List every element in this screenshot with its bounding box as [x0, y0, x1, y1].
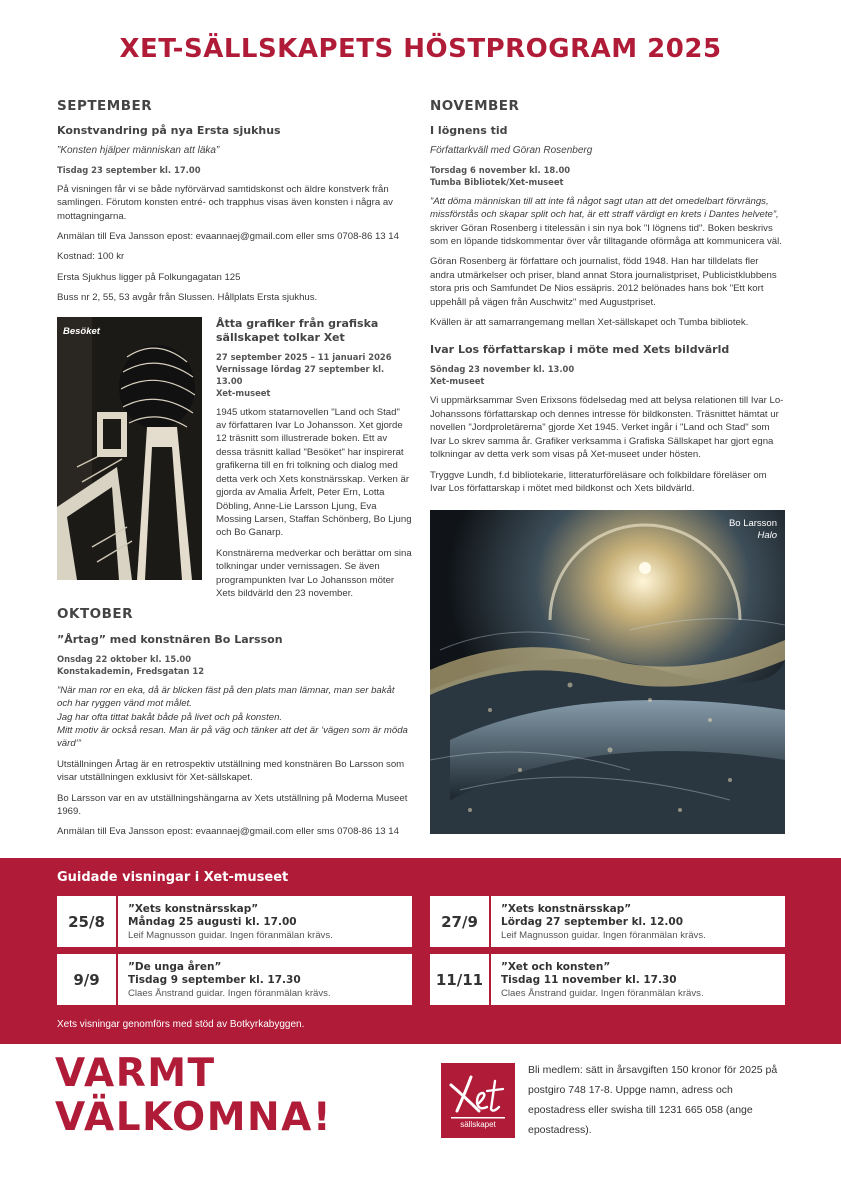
- tour-guide: Leif Magnusson guidar. Ingen föranmälan krävs.: [501, 930, 706, 941]
- tour-card: [57, 954, 412, 1005]
- image-caption: Besöket: [63, 325, 100, 337]
- event-description: På visningen får vi se både nyförvärvad samtidskonst och äldre konstverk från samlingen. Förutom konsten entré- och trapphus visas även konsten i några av mottagningarna.: [57, 183, 393, 222]
- cost-info: Kostnad: 100 kr: [57, 251, 125, 263]
- tour-date: 25/8: [57, 896, 118, 947]
- artwork-title: Halo: [757, 530, 777, 542]
- tour-time: Lördag 27 september kl. 12.00: [501, 916, 684, 928]
- sponsor-note: Xets visningar genomförs med stöd av Botkyrkabyggen.: [57, 1019, 305, 1030]
- event-description: Vi uppmärksammar Sven Erixsons födelsedag med att belysa relationen till Ivar Lo-Johanssons författarskap och dennes intresse för bildkonsten. Träsnittet hämtat ur novellen "Jordproletärerna" gjorde Xet 1945. Verket ingår i "Land och Stad" som Ivar Lo skrev samma år. Grafiker verksamma i Grafiska Sällskapet har gjort egna tolkningar av detta verk som visas på Xet-museet under hösten.: [430, 395, 784, 461]
- painting-artwork: [430, 510, 785, 834]
- woodcut-artwork: [57, 317, 202, 580]
- event-organizer: Kvällen är att samarrangemang mellan Xet-sällskapet och Tumba bibliotek.: [430, 317, 749, 329]
- event-description: Utställningen Årtag är en retrospektiv utställning med konstnären Bo Larsson som visar utställningen exklusivt för Xet-sällskapet.: [57, 758, 405, 784]
- event-date: Onsdag 22 oktober kl. 15.00: [57, 653, 192, 664]
- event-title: I lögnens tid: [430, 124, 508, 138]
- tour-card: [57, 896, 412, 947]
- event-subtitle: ”Konsten hjälper människan att läka”: [57, 145, 220, 157]
- tour-card: [430, 896, 785, 947]
- quote-line: Jag har ofta tittat bakåt både på livet och på konsten.: [57, 711, 283, 723]
- event-place: Konstakademin, Fredsgatan 12: [57, 665, 205, 676]
- tour-guide: Leif Magnusson guidar. Ingen föranmälan krävs.: [128, 930, 333, 941]
- event-title: Åtta grafiker från grafiska sällskapet tolkar Xet: [216, 316, 379, 344]
- quote-line: Mitt motiv är också resan. Man är på väg och tänker att det är ’vägen som är möda värd’”: [57, 724, 408, 750]
- event-title: Konstvandring på nya Ersta sjukhus: [57, 124, 281, 138]
- tour-date: 11/11: [430, 954, 491, 1005]
- event-description: Konstnärerna medverkar och berättar om sina tolkningar under vernissagen. Se även programpunkten Ivar Lo Johansson möter Xets bildvärld den 23 november.: [216, 547, 412, 599]
- book-quote: ”Att döma människan till att inte få något sagt utan att det omedelbart förvrängs, missförstås och skapar split och hat, är ett straff värdigt en krets i Dantes helvete”,: [430, 195, 779, 221]
- registration-info: Anmälan till Eva Jansson epost: evaannaej@gmail.com eller sms 0708-86 13 14: [57, 231, 399, 243]
- image-caption: [729, 518, 777, 542]
- event-date: Söndag 23 november kl. 13.00: [430, 364, 575, 375]
- logo-subtext: sällskapet: [460, 1120, 496, 1129]
- artist-name: Bo Larsson: [728, 518, 777, 530]
- event-date-range: 27 september 2025 – 11 januari 2026: [216, 351, 392, 362]
- page-title: XET-SÄLLSKAPETS HÖSTPROGRAM 2025: [119, 34, 722, 64]
- tour-title: ”Xet och konsten”: [501, 961, 611, 973]
- tour-time: Måndag 25 augusti kl. 17.00: [128, 916, 297, 928]
- tour-guide: Claes Ånstrand guidar. Ingen föranmälan krävs.: [501, 988, 704, 999]
- xet-logo: [441, 1063, 515, 1138]
- tour-date: 9/9: [57, 954, 118, 1005]
- right-column: [430, 100, 785, 834]
- event-title: Ivar Los författarskap i möte med Xets bildvärld: [430, 343, 730, 357]
- event-place: Xet-museet: [430, 376, 485, 387]
- event-title: ”Årtag” med konstnären Bo Larsson: [57, 632, 283, 646]
- quote-line: ”När man ror en eka, då är blicken fäst på den plats man lämnar, man ser bakåt och har ryggen vänd mot målet.: [57, 684, 395, 710]
- welcome-line: VÄLKOMNA!: [55, 1095, 333, 1140]
- tour-title: ”Xets konstnärsskap”: [128, 903, 259, 915]
- tour-time: Tisdag 11 november kl. 17.30: [501, 974, 677, 986]
- location-info: Ersta Sjukhus ligger på Folkungagatan 125: [57, 271, 241, 283]
- event-description: Tryggve Lundh, f.d bibliotekarie, litteraturföreläsare och folkbildare föreläser om Ivar Los författarskap i mötet med bildkonst och Xets bildvärld.: [430, 469, 767, 494]
- description-text: skriver Göran Rosenberg i titelessän i sin nya bok "I lögnens tid". Boken beskrivs som en löpande tidskommentar över vår tilltagande oförmåga att kommunicera väl.: [430, 222, 782, 248]
- event-place: Tumba Bibliotek/Xet-museet: [430, 176, 564, 187]
- month-heading-november: NOVEMBER: [430, 98, 520, 114]
- vernissage-date: Vernissage lördag 27 september kl. 13.00: [216, 363, 385, 386]
- welcome-line: VARMT: [55, 1051, 216, 1096]
- tour-card: [430, 954, 785, 1005]
- event-description: [430, 195, 785, 249]
- tour-time: Tisdag 9 september kl. 17.30: [128, 974, 301, 986]
- guided-tours-title: Guidade visningar i Xet-museet: [57, 870, 289, 885]
- left-column: [57, 100, 412, 839]
- tour-title: ”De unga åren”: [128, 961, 222, 973]
- membership-info: Bli medlem: sätt in årsavgiften 150 kronor för 2025 på postgiro 748 17-8. Uppge namn, adress och epostadress eller swisha till 1231 665 058 (ange epostadress).: [528, 1064, 778, 1136]
- event-place: Xet-museet: [216, 387, 271, 398]
- tour-guide: Claes Ånstrand guidar. Ingen föranmälan krävs.: [128, 988, 331, 999]
- month-heading-september: SEPTEMBER: [57, 98, 153, 114]
- event-description: 1945 utkom statarnovellen "Land och Stad" av författaren Ivar Lo Johansson. Xet gjorde 12 träsnitt som illustrerade boken. Ett av dessa träsnitt kallad "Besöket" har inspirerat grafikerna till en fri tolkning och dialog med detta verk och Xets konstnärsskap. Verken är gjorda av Amalia Årfelt, Peter Ern, Lotta Döbling, Anne-Lie Larsson Ljung, Eva Mossing Larsen, Staffan Schönberg, Bo Ljung och Bo Ganarp.: [216, 406, 412, 539]
- tour-date: 27/9: [430, 896, 491, 947]
- guided-tours-section: [0, 858, 841, 1044]
- transport-info: Buss nr 2, 55, 53 avgår från Slussen. Hållplats Ersta sjukhus.: [57, 292, 318, 304]
- painting-image: [430, 510, 785, 834]
- tour-title: ”Xets konstnärsskap”: [501, 903, 632, 915]
- grafik-event: [57, 317, 412, 601]
- woodcut-image: [57, 317, 202, 580]
- event-description: Bo Larsson var en av utställningshängarna av Xets utställning på Moderna Museet 1969.: [57, 792, 408, 817]
- event-subtitle: Författarkväll med Göran Rosenberg: [430, 145, 593, 157]
- event-date: Torsdag 6 november kl. 18.00: [430, 164, 571, 175]
- event-date: Tisdag 23 september kl. 17.00: [57, 164, 201, 175]
- author-bio: Göran Rosenberg är författare och journalist, född 1948. Han har tilldelats fler andra utmärkelser och priser, bland annat Stora journalistpriset, Publicistklubbens stora pris och Samfundet De Nios essäpris. 2012 belönades hans bok "Ett kort uppehåll på vägen från Auschwitz" med Augustpriset.: [430, 256, 777, 308]
- registration-info: Anmälan till Eva Jansson epost: evaannaej@gmail.com eller sms 0708-86 13 14: [57, 826, 399, 838]
- artist-quote: [57, 684, 412, 751]
- welcome-heading: [55, 1052, 332, 1140]
- month-heading-oktober: OKTOBER: [57, 606, 134, 623]
